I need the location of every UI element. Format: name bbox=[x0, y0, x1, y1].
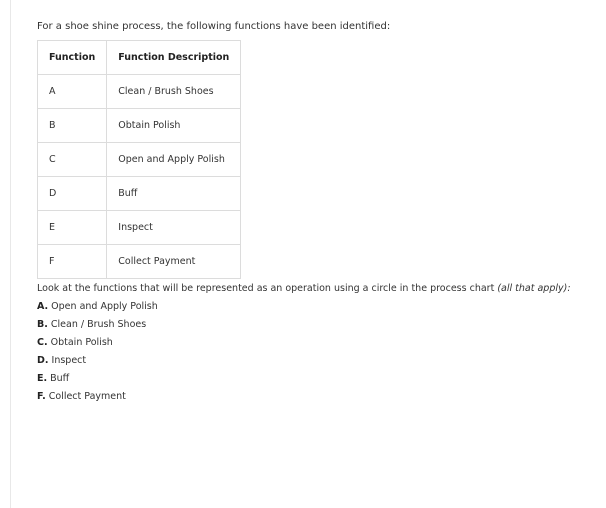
description-cell: Obtain Polish bbox=[107, 109, 241, 143]
option-letter: C. bbox=[37, 337, 48, 348]
header-function: Function bbox=[38, 41, 107, 75]
table-row bbox=[38, 143, 241, 177]
option-b[interactable] bbox=[37, 318, 597, 336]
function-cell: E bbox=[38, 211, 107, 245]
description-cell: Buff bbox=[107, 177, 241, 211]
description-cell: Collect Payment bbox=[107, 245, 241, 279]
table-row bbox=[38, 75, 241, 109]
option-letter: E. bbox=[37, 373, 48, 384]
option-letter: D. bbox=[37, 355, 49, 366]
option-e[interactable] bbox=[37, 372, 597, 390]
intro-text: For a shoe shine process, the following functions have been identified: bbox=[37, 21, 391, 32]
function-cell: F bbox=[38, 245, 107, 279]
question-note: (all that apply): bbox=[497, 283, 571, 294]
function-cell: A bbox=[38, 75, 107, 109]
table-row bbox=[38, 245, 241, 279]
description-cell: Open and Apply Polish bbox=[107, 143, 241, 177]
function-cell: D bbox=[38, 177, 107, 211]
functions-table bbox=[37, 40, 241, 279]
option-d[interactable] bbox=[37, 354, 597, 372]
table-header-row bbox=[38, 41, 241, 75]
description-cell: Clean / Brush Shoes bbox=[107, 75, 241, 109]
table-row bbox=[38, 211, 241, 245]
option-f[interactable] bbox=[37, 390, 597, 408]
table-row bbox=[38, 109, 241, 143]
left-border-line bbox=[10, 0, 11, 508]
option-text: Open and Apply Polish bbox=[51, 301, 158, 312]
option-text: Collect Payment bbox=[48, 391, 126, 402]
option-letter: A. bbox=[37, 301, 49, 312]
header-function-description: Function Description bbox=[107, 41, 241, 75]
option-c[interactable] bbox=[37, 336, 597, 354]
function-cell: B bbox=[38, 109, 107, 143]
option-letter: F. bbox=[37, 391, 46, 402]
description-cell: Inspect bbox=[107, 211, 241, 245]
option-text: Inspect bbox=[51, 355, 87, 366]
question-text bbox=[37, 282, 597, 295]
function-cell: C bbox=[38, 143, 107, 177]
table-row bbox=[38, 177, 241, 211]
option-text: Obtain Polish bbox=[50, 337, 113, 348]
option-text: Buff bbox=[50, 373, 70, 384]
option-a[interactable] bbox=[37, 300, 597, 318]
answer-options bbox=[37, 300, 597, 408]
option-text: Clean / Brush Shoes bbox=[50, 319, 147, 330]
option-letter: B. bbox=[37, 319, 48, 330]
question-prompt: Look at the functions that will be represented as an operation using a circle in the process chart bbox=[37, 283, 498, 294]
question-content bbox=[37, 20, 597, 408]
